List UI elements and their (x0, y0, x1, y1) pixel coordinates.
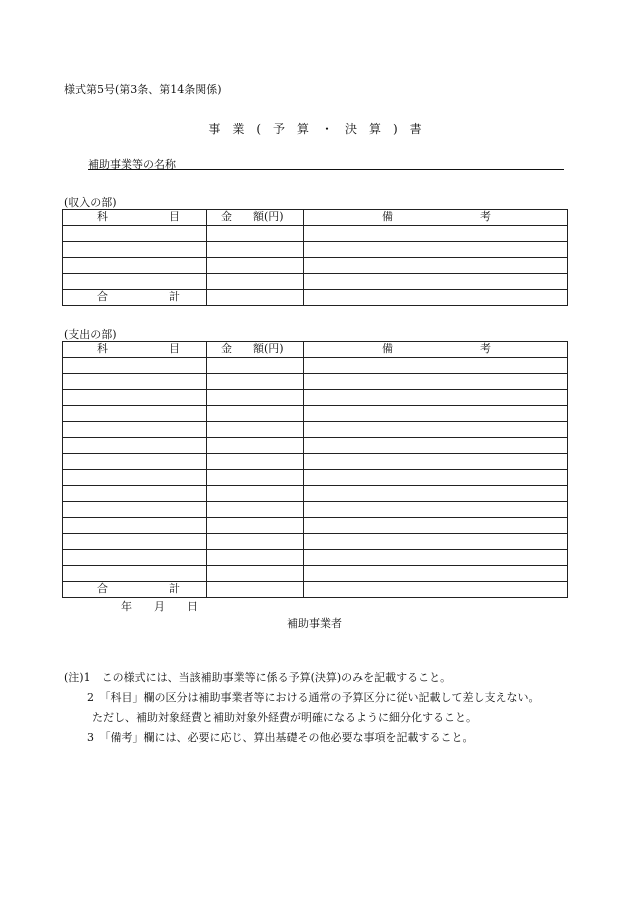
form-number: 様式第5号(第3条、第14条関係) (64, 83, 222, 96)
project-name-field (88, 156, 564, 170)
total-label: 合 計 (63, 582, 207, 598)
date-day: 日 (187, 600, 198, 613)
amount-header: 金 額(円) (207, 342, 304, 358)
operator-label: 補助事業者 (287, 617, 342, 630)
date-month: 月 (154, 600, 165, 613)
remarks-header: 備 考 (304, 342, 568, 358)
note-1: (注)1 この様式には、当該補助事業等に係る予算(決算)のみを記載すること。 (64, 671, 452, 684)
table-header-row (63, 210, 568, 226)
income-section-label: (収入の部) (64, 196, 117, 209)
total-row (63, 290, 568, 306)
note-2: 2 「科目」欄の区分は補助事業者等における通常の予算区分に従い記載して差し支えない。 (87, 691, 540, 704)
date-line (121, 598, 198, 614)
table-row (63, 274, 568, 290)
table-row (63, 486, 568, 502)
table-row (63, 438, 568, 454)
table-row (63, 470, 568, 486)
expense-section-label: (支出の部) (64, 328, 117, 341)
table-row (63, 566, 568, 582)
amount-header: 金 額(円) (207, 210, 304, 226)
table-row (63, 550, 568, 566)
table-row (63, 518, 568, 534)
total-row (63, 582, 568, 598)
document-title: 事 業 ( 予 算 ・ 決 算 ) 書 (208, 122, 422, 136)
project-name-label: 補助事業等の名称 (88, 158, 176, 171)
item-header: 科 目 (63, 342, 207, 358)
item-header: 科 目 (63, 210, 207, 226)
table-row (63, 454, 568, 470)
date-year: 年 (121, 600, 132, 613)
table-row (63, 502, 568, 518)
table-row (63, 226, 568, 242)
table-row (63, 422, 568, 438)
income-table (62, 209, 568, 306)
table-row (63, 374, 568, 390)
table-row (63, 534, 568, 550)
remarks-header: 備 考 (304, 210, 568, 226)
expense-table (62, 341, 568, 598)
table-row (63, 242, 568, 258)
note-2-continued: ただし、補助対象経費と補助対象外経費が明確になるように細分化すること。 (92, 711, 477, 724)
total-label: 合 計 (63, 290, 207, 306)
table-row (63, 358, 568, 374)
note-3: 3 「備考」欄には、必要に応じ、算出基礎その他必要な事項を記載すること。 (87, 731, 474, 744)
table-row (63, 406, 568, 422)
table-row (63, 390, 568, 406)
table-header-row (63, 342, 568, 358)
table-row (63, 258, 568, 274)
